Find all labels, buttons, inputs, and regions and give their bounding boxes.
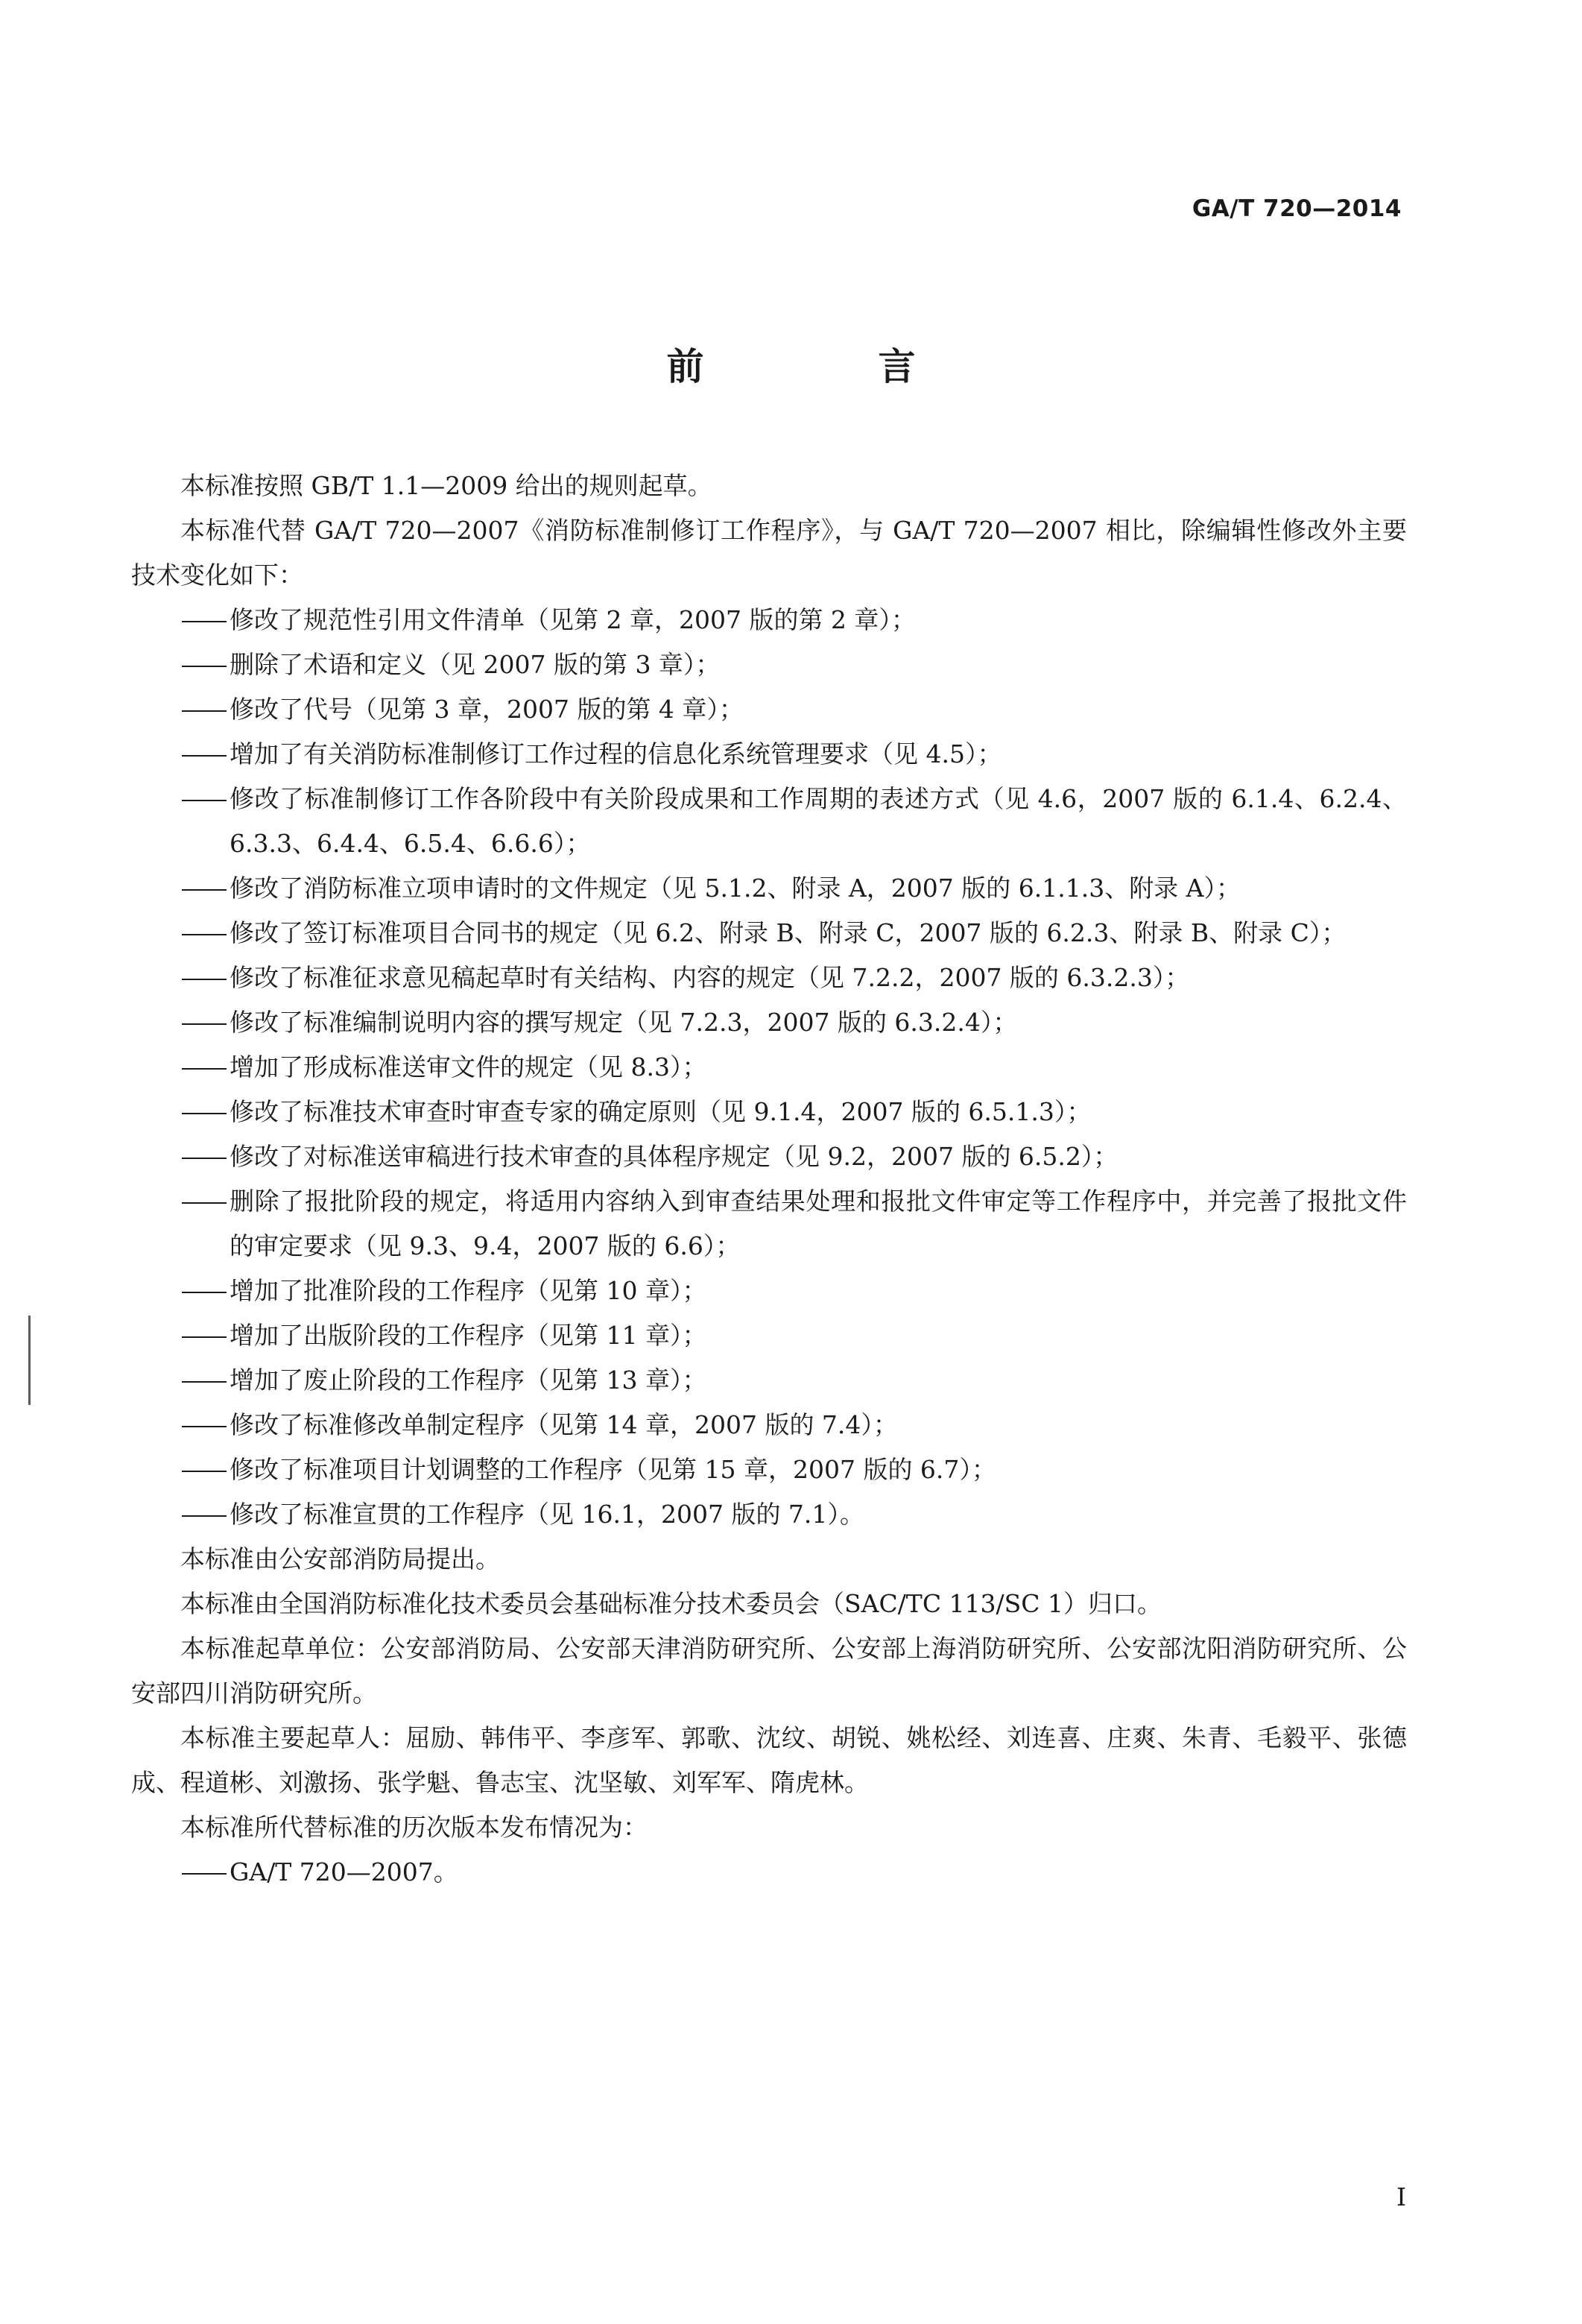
list-item xyxy=(131,911,1407,956)
dash-marker xyxy=(180,1269,230,1313)
scan-artifact-line xyxy=(28,1316,31,1405)
dash-marker xyxy=(180,687,230,732)
list-item-text: 修改了对标准送审稿进行技术审查的具体程序规定（见 9.2，2007 版的 6.5.2）； xyxy=(230,1142,1119,1171)
list-item xyxy=(131,777,1407,866)
list-item-text: 删除了术语和定义（见 2007 版的第 3 章）； xyxy=(230,650,721,679)
dash-marker xyxy=(180,956,230,1000)
dash-marker xyxy=(180,777,230,821)
paragraph-drafting-rules: 本标准按照 GB/T 1.1—2009 给出的规则起草。 xyxy=(180,471,712,500)
list-item xyxy=(131,687,1407,732)
dash-marker xyxy=(180,1179,230,1224)
list-item xyxy=(131,866,1407,911)
dash-marker xyxy=(180,1850,230,1895)
list-item-text: 修改了标准编制说明内容的撰写规定（见 7.2.3，2007 版的 6.3.2.4）； xyxy=(230,1008,1018,1037)
paragraph-proposer: 本标准由公安部消防局提出。 xyxy=(180,1544,500,1573)
paragraph-history-intro: 本标准所代替标准的历次版本发布情况为： xyxy=(180,1813,648,1842)
dash-marker xyxy=(180,866,230,911)
list-item xyxy=(131,1447,1407,1492)
list-item-text: 修改了标准宣贯的工作程序（见 16.1，2007 版的 7.1）。 xyxy=(230,1500,864,1529)
list-item xyxy=(131,1492,1407,1537)
list-item-text: 修改了代号（见第 3 章，2007 版的第 4 章）； xyxy=(230,695,744,724)
list-item-text: 增加了形成标准送审文件的规定（见 8.3）； xyxy=(230,1052,707,1082)
list-item-text: 增加了出版阶段的工作程序（见第 11 章）； xyxy=(230,1321,707,1350)
changes-list xyxy=(131,598,1407,1537)
dash-marker xyxy=(180,642,230,687)
dash-marker xyxy=(180,1313,230,1358)
dash-marker xyxy=(180,1045,230,1090)
list-item-text: 删除了报批阶段的规定，将适用内容纳入到审查结果处理和报批文件审定等工作程序中，并完善了报批文件的审定要求（见 9.3、9.4，2007 版的 6.6）； xyxy=(230,1187,1407,1260)
list-item-text: GA/T 720—2007。 xyxy=(230,1857,458,1886)
dash-marker xyxy=(180,1492,230,1537)
list-item xyxy=(131,1000,1407,1045)
history-list xyxy=(131,1850,1407,1895)
dash-marker xyxy=(180,1134,230,1179)
list-item-text: 修改了消防标准立项申请时的文件规定（见 5.1.2、附录 A，2007 版的 6.1.1.3、附录 A）； xyxy=(230,874,1241,903)
dash-marker xyxy=(180,1447,230,1492)
list-item xyxy=(131,1090,1407,1134)
list-item-text: 增加了废止阶段的工作程序（见第 13 章）； xyxy=(230,1365,707,1395)
list-item-text: 增加了有关消防标准制修订工作过程的信息化系统管理要求（见 4.5）； xyxy=(230,739,1002,768)
list-item xyxy=(131,598,1407,642)
dash-marker xyxy=(180,1090,230,1134)
list-item xyxy=(131,1313,1407,1358)
list-item-text: 修改了标准制修订工作各阶段中有关阶段成果和工作周期的表述方式（见 4.6，2007 版的 6.1.4、6.2.4、6.3.3、6.4.4、6.5.4、6.6.6）； xyxy=(230,784,1407,858)
list-item xyxy=(131,1179,1407,1269)
list-item-text: 修改了标准项目计划调整的工作程序（见第 15 章，2007 版的 6.7）； xyxy=(230,1455,996,1484)
list-item-text: 修改了标准征求意见稿起草时有关结构、内容的规定（见 7.2.2，2007 版的 6.3.2.3）； xyxy=(230,963,1190,992)
dash-marker xyxy=(180,598,230,642)
dash-marker xyxy=(180,1000,230,1045)
list-item-text: 修改了标准修改单制定程序（见第 14 章，2007 版的 7.4）； xyxy=(230,1410,898,1439)
list-item xyxy=(131,956,1407,1000)
list-item-text: 修改了签订标准项目合同书的规定（见 6.2、附录 B、附录 C，2007 版的 6.2.3、附录 B、附录 C）； xyxy=(230,918,1347,947)
list-item xyxy=(131,732,1407,777)
paragraph-drafting-units: 本标准起草单位：公安部消防局、公安部天津消防研究所、公安部上海消防研究所、公安部沈阳消防研究所、公安部四川消防研究所。 xyxy=(131,1634,1407,1708)
dash-marker xyxy=(180,1403,230,1447)
list-item xyxy=(131,1850,1407,1895)
list-item xyxy=(131,1403,1407,1447)
dash-marker xyxy=(180,911,230,956)
page-title: 前 言 xyxy=(666,345,984,388)
list-item xyxy=(131,1269,1407,1313)
page-number: I xyxy=(1396,2182,1406,2211)
list-item xyxy=(131,1045,1407,1090)
dash-marker xyxy=(180,1358,230,1403)
list-item-text: 增加了批准阶段的工作程序（见第 10 章）； xyxy=(230,1276,707,1305)
paragraph-drafters: 本标准主要起草人：屈励、韩伟平、李彦军、郭歌、沈纹、胡锐、姚松经、刘连喜、庄爽、朱青、毛毅平、张德成、程道彬、刘激扬、张学魁、鲁志宝、沈坚敏、刘军军、隋虎林。 xyxy=(131,1723,1407,1797)
paragraph-replacement: 本标准代替 GA/T 720—2007《消防标准制修订工作程序》，与 GA/T 720—2007 相比，除编辑性修改外主要技术变化如下： xyxy=(131,516,1407,590)
list-item-text: 修改了标准技术审查时审查专家的确定原则（见 9.1.4，2007 版的 6.5.1.3）； xyxy=(230,1097,1092,1126)
list-item xyxy=(131,1358,1407,1403)
foreword-body xyxy=(131,464,1407,1895)
dash-marker xyxy=(180,732,230,777)
list-item xyxy=(131,1134,1407,1179)
paragraph-committee: 本标准由全国消防标准化技术委员会基础标准分技术委员会（SAC/TC 113/SC 1）归口。 xyxy=(180,1589,1162,1618)
list-item xyxy=(131,642,1407,687)
standard-code: GA/T 720—2014 xyxy=(1192,195,1402,222)
list-item-text: 修改了规范性引用文件清单（见第 2 章，2007 版的第 2 章）； xyxy=(230,605,916,634)
